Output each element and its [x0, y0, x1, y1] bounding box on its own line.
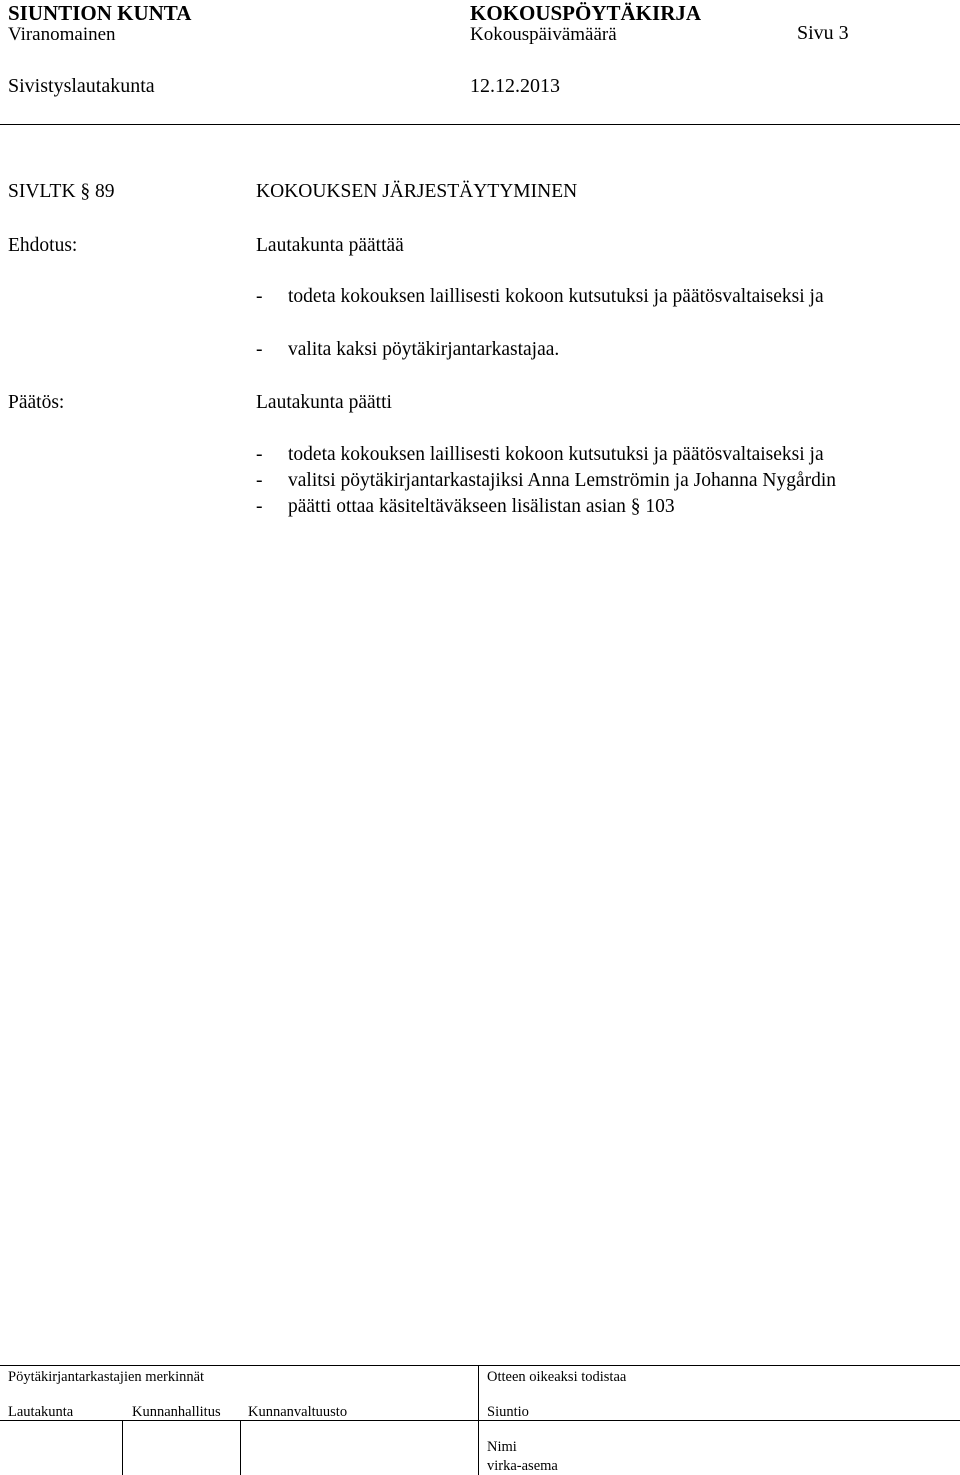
date-label: Kokouspäivämäärä — [470, 24, 617, 45]
decision-intro: Lautakunta päätti — [256, 392, 392, 413]
footer-top-rule — [0, 1365, 960, 1366]
bullet: - — [256, 339, 263, 360]
proposal-point-1: - todeta kokouksen laillisesti kokoon kutsutuksi ja päätösvaltaiseksi ja — [256, 286, 824, 307]
certification-heading: Otteen oikeaksi todistaa — [487, 1369, 627, 1385]
proposal-intro: Lautakunta päättää — [256, 235, 404, 256]
municipality-name: SIUNTION KUNTA — [8, 1, 192, 25]
page-number: Sivu 3 — [797, 22, 849, 44]
bullet: - — [256, 496, 263, 517]
item-title: KOKOUKSEN JÄRJESTÄYTYMINEN — [256, 181, 578, 202]
footer-cell-rule-1 — [122, 1420, 123, 1475]
body-kunnanhallitus: Kunnanhallitus — [132, 1404, 221, 1420]
bullet: - — [256, 286, 263, 307]
decision-point-1: - todeta kokouksen laillisesti kokoon kutsutuksi ja päätösvaltaiseksi ja — [256, 444, 824, 465]
authority-name: Sivistyslautakunta — [8, 75, 155, 97]
proposal-point-2: - valita kaksi pöytäkirjantarkastajaa. — [256, 339, 560, 360]
decision-point-3: - päätti ottaa käsiteltäväkseen lisälistan asian § 103 — [256, 496, 675, 517]
item-number: SIVLTK § 89 — [8, 181, 115, 202]
proposal-label: Ehdotus: — [8, 235, 78, 256]
certification-name-label: Nimi — [487, 1439, 517, 1455]
reviewers-notes-heading: Pöytäkirjantarkastajien merkinnät — [8, 1369, 205, 1385]
authority-label: Viranomainen — [8, 24, 116, 45]
bullet: - — [256, 444, 263, 465]
footer-center-rule — [478, 1365, 479, 1475]
decision-label: Päätös: — [8, 392, 65, 413]
certification-place: Siuntio — [487, 1404, 529, 1420]
decision-point-2: - valitsi pöytäkirjantarkastajiksi Anna Lemströmin ja Johanna Nygårdin — [256, 470, 837, 491]
body-lautakunta: Lautakunta — [8, 1404, 74, 1420]
meeting-date: 12.12.2013 — [470, 75, 560, 97]
bullet: - — [256, 470, 263, 491]
body-kunnanvaltuusto: Kunnanvaltuusto — [248, 1404, 348, 1420]
certification-position-label: virka-asema — [487, 1458, 558, 1474]
document-type: KOKOUSPÖYTÄKIRJA — [470, 1, 702, 25]
footer-cell-rule-2 — [240, 1420, 241, 1475]
header-divider — [0, 124, 960, 125]
